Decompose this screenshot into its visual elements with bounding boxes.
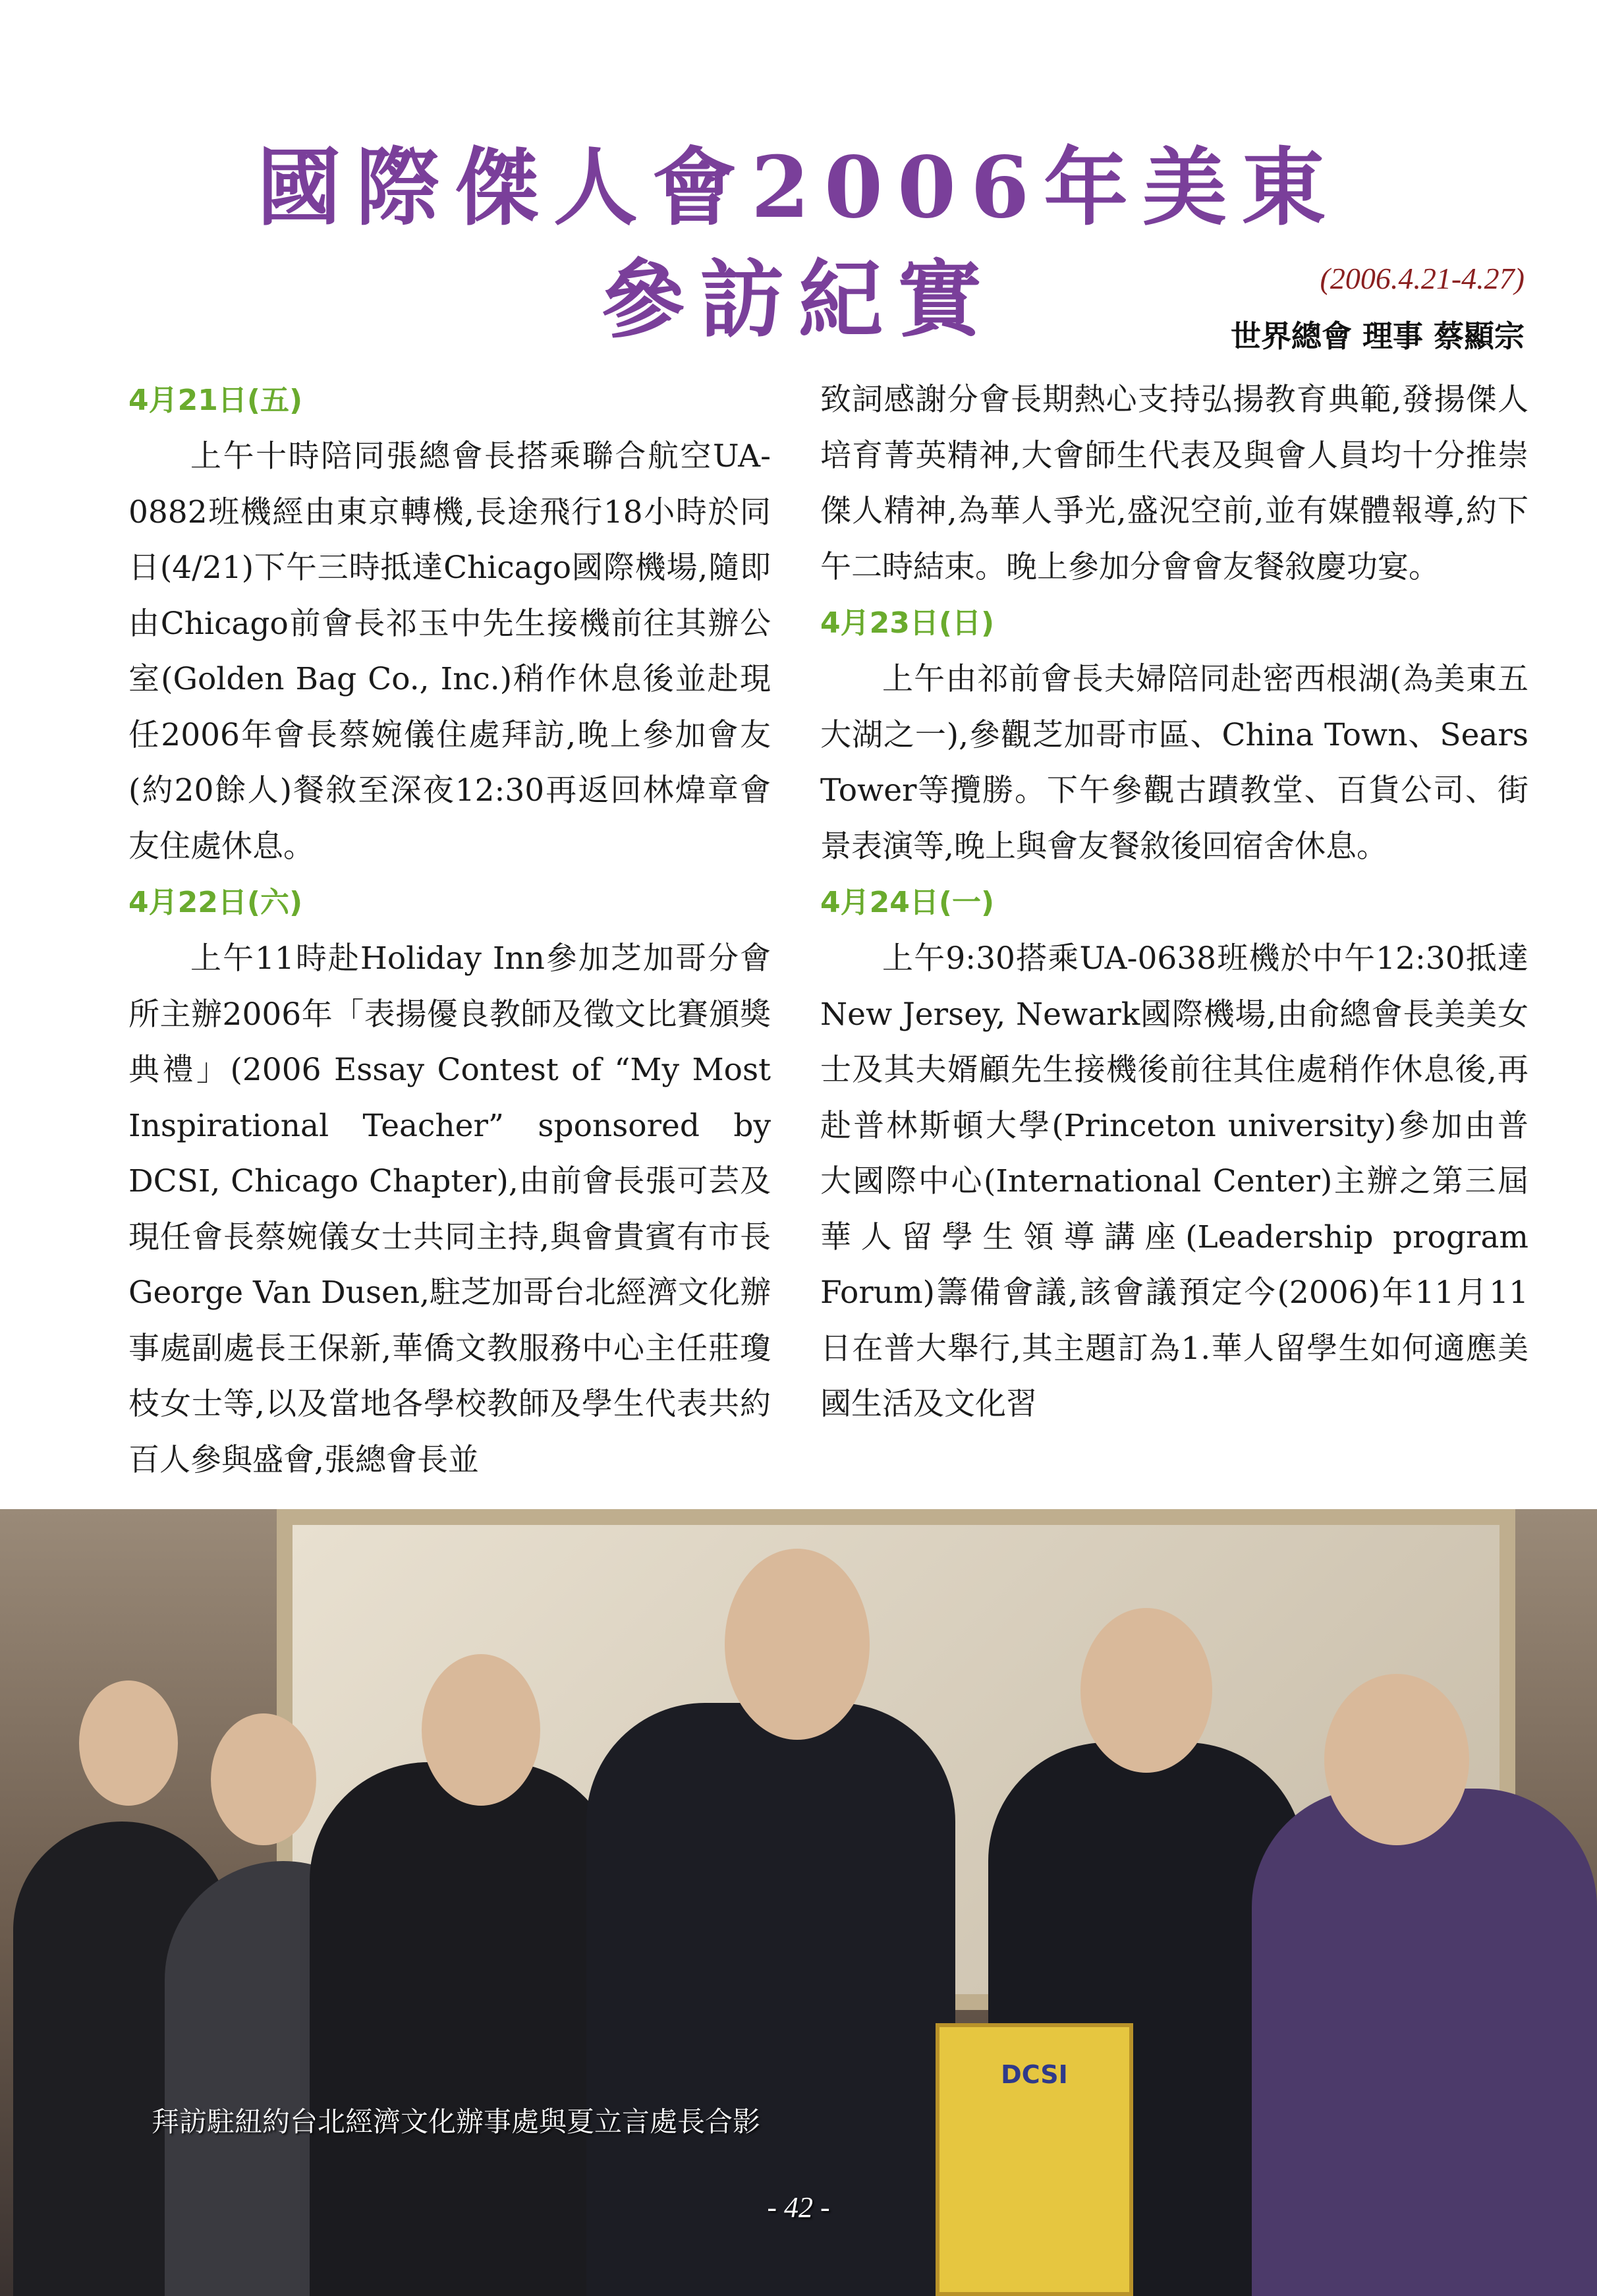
day-heading-apr21: 4月21日(五) xyxy=(128,384,303,417)
article-title-line2: 參訪紀實 xyxy=(600,250,996,349)
left-column xyxy=(128,372,771,1488)
person-1-face xyxy=(79,1680,178,1806)
person-3-face xyxy=(422,1654,540,1806)
day-heading-apr22: 4月22日(六) xyxy=(128,886,303,919)
date-range: (2006.4.21-4.27) xyxy=(1320,262,1525,295)
day-heading-apr24: 4月24日(一) xyxy=(820,886,995,919)
person-6-face xyxy=(1324,1674,1469,1845)
right-column xyxy=(820,372,1528,1433)
paragraph-apr21: 上午十時陪同張總會長搭乘聯合航空UA-0882班機經由東京轉機,長途飛行18小時於同日(4/21)下午三時抵達Chicago國際機場,隨即由Chicago前會長祁玉中先生接機前往其辦公室(Golden Bag Co., Inc.)稍作休息後並赴現任2006年會長蔡婉儀住處拜訪,晚上參加會友(約20餘人)餐敘至深夜12:30再返回林煒章會友住處休息。 xyxy=(128,438,771,865)
day-heading-apr23: 4月23日(日) xyxy=(820,606,995,640)
person-5-face xyxy=(1080,1608,1212,1773)
person-2-face xyxy=(211,1713,316,1845)
paragraph-apr23: 上午由祁前會長夫婦陪同赴密西根湖(為美東五大湖之一),參觀芝加哥市區、China Town、Sears Tower等攬勝。下午參觀古蹟教堂、百貨公司、街景表演等,晚上與會友餐敘後回宿舍休息。 xyxy=(820,661,1528,865)
page-number: - 42 - xyxy=(767,2191,830,2224)
author-byline: 世界總會 理事 蔡顯宗 xyxy=(1230,318,1525,354)
article-title-line1: 國際傑人會2006年美東 xyxy=(256,138,1341,237)
paragraph-apr22: 上午11時赴Holiday Inn參加芝加哥分會所主辦2006年「表揚優良教師及徵文比賽頒獎典禮」(2006 Essay Contest of “My Most Inspirational Teacher” sponsored by DCSI, Chicago Chapter),由前會長張可芸及現任會長蔡婉儀女士共同主持,與會貴賓有市長George Van Dusen,駐芝加哥台北經濟文化辦事處副處長王保新,華僑文教服務中心主任莊瓊枝女士等,以及當地各學校教師及學生代表共約百人參與盛會,張總會長並 xyxy=(128,940,771,1478)
paragraph-apr22-continued: 致詞感謝分會長期熱心支持弘揚教育典範,發揚傑人培育菁英精神,大會師生代表及與會人員均十分推崇傑人精神,為華人爭光,盛況空前,並有媒體報導,約下午二時結束。晚上參加分會會友餐敘慶功宴。 xyxy=(820,382,1528,585)
person-4-face xyxy=(725,1549,870,1740)
photo-caption: 拜訪駐紐約台北經濟文化辦事處與夏立言處長合影 xyxy=(152,2106,761,2138)
dcsi-pennant: DCSI xyxy=(936,2023,1133,2296)
group-photo xyxy=(0,1509,1597,2296)
paragraph-apr24: 上午9:30搭乘UA-0638班機於中午12:30抵達New Jersey, Newark國際機場,由俞總會長美美女士及其夫婿顧先生接機後前往其住處稍作休息後,再赴普林斯頓大學(Princeton university)參加由普大國際中心(International Center)主辦之第三屆華人留學生領導講座(Leadership program Forum)籌備會議,該會議預定今(2006)年11月11日在普大舉行,其主題訂為1.華人留學生如何適應美國生活及文化習 xyxy=(820,940,1528,1422)
